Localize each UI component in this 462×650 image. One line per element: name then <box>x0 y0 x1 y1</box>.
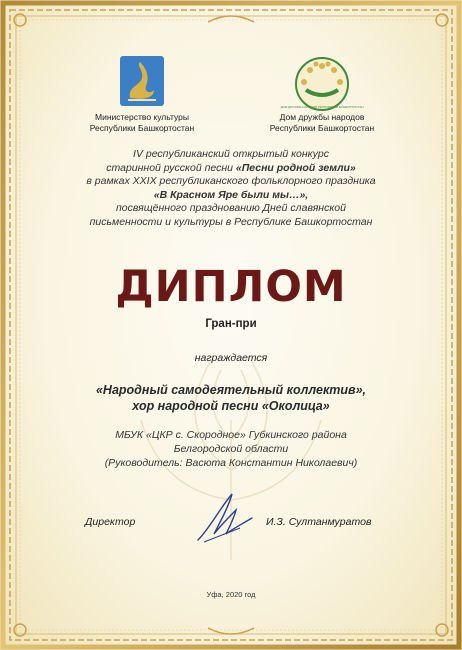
friendship-line-2: Республики Башкортостан <box>269 123 375 133</box>
awarded-label: награждается <box>194 352 268 364</box>
ministry-line-1: Министерство культуры <box>94 112 189 122</box>
ministry-culture-logo-icon <box>120 56 164 106</box>
friendship-line-1: Дом дружбы народов <box>279 112 365 122</box>
intro-line-2: старинной русской песни «Песни родной земли» <box>106 161 356 174</box>
intro-line-5: посвящённого празднованию Дней славянской <box>116 202 346 215</box>
recipient-line-2: хор народной песни «Околица» <box>132 399 330 413</box>
institution-details <box>40 428 422 470</box>
institution-line-1: МБУК «ЦКР с. Скородное» Губкинского района <box>115 429 347 441</box>
friendship-house-logo-icon <box>280 56 364 112</box>
place-and-year: Уфа, 2020 год <box>206 590 256 599</box>
intro-line-3: в рамках XXIX республиканского фольклорного праздника <box>86 175 376 188</box>
signatory-name: И.З. Султанмуратов <box>266 516 372 528</box>
institution-line-2: Белгородской области <box>173 443 289 455</box>
recipient-name <box>40 382 422 414</box>
ministry-culture-label <box>62 112 222 134</box>
recipient-line-1: «Народный самодеятельный коллектив», <box>95 383 367 397</box>
institution-line-3: (Руководитель: Васюта Константин Николаевич) <box>104 457 358 469</box>
signatory-title: Директор <box>85 516 136 528</box>
intro-line-6: письменности и культуры в Республике Башкортостан <box>89 215 373 228</box>
handwritten-signature-icon <box>190 488 260 548</box>
diploma-content <box>40 0 422 650</box>
award-name: Гран-при <box>205 318 257 330</box>
ministry-line-2: Республики Башкортостан <box>89 123 195 133</box>
diploma-title: ДИПЛОМ <box>115 262 347 312</box>
intro-line-1: IV республиканский открытый конкурс <box>133 148 329 160</box>
contest-description <box>40 148 422 230</box>
friendship-house-ring-text: ДОМ ДРУЖБЫ НАРОДОВ РЕСПУБЛИКИ БАШКОРТОСТАН <box>280 105 364 109</box>
intro-line-4: «В Красном Яре были мы…», <box>153 188 309 201</box>
friendship-house-label <box>242 112 402 134</box>
